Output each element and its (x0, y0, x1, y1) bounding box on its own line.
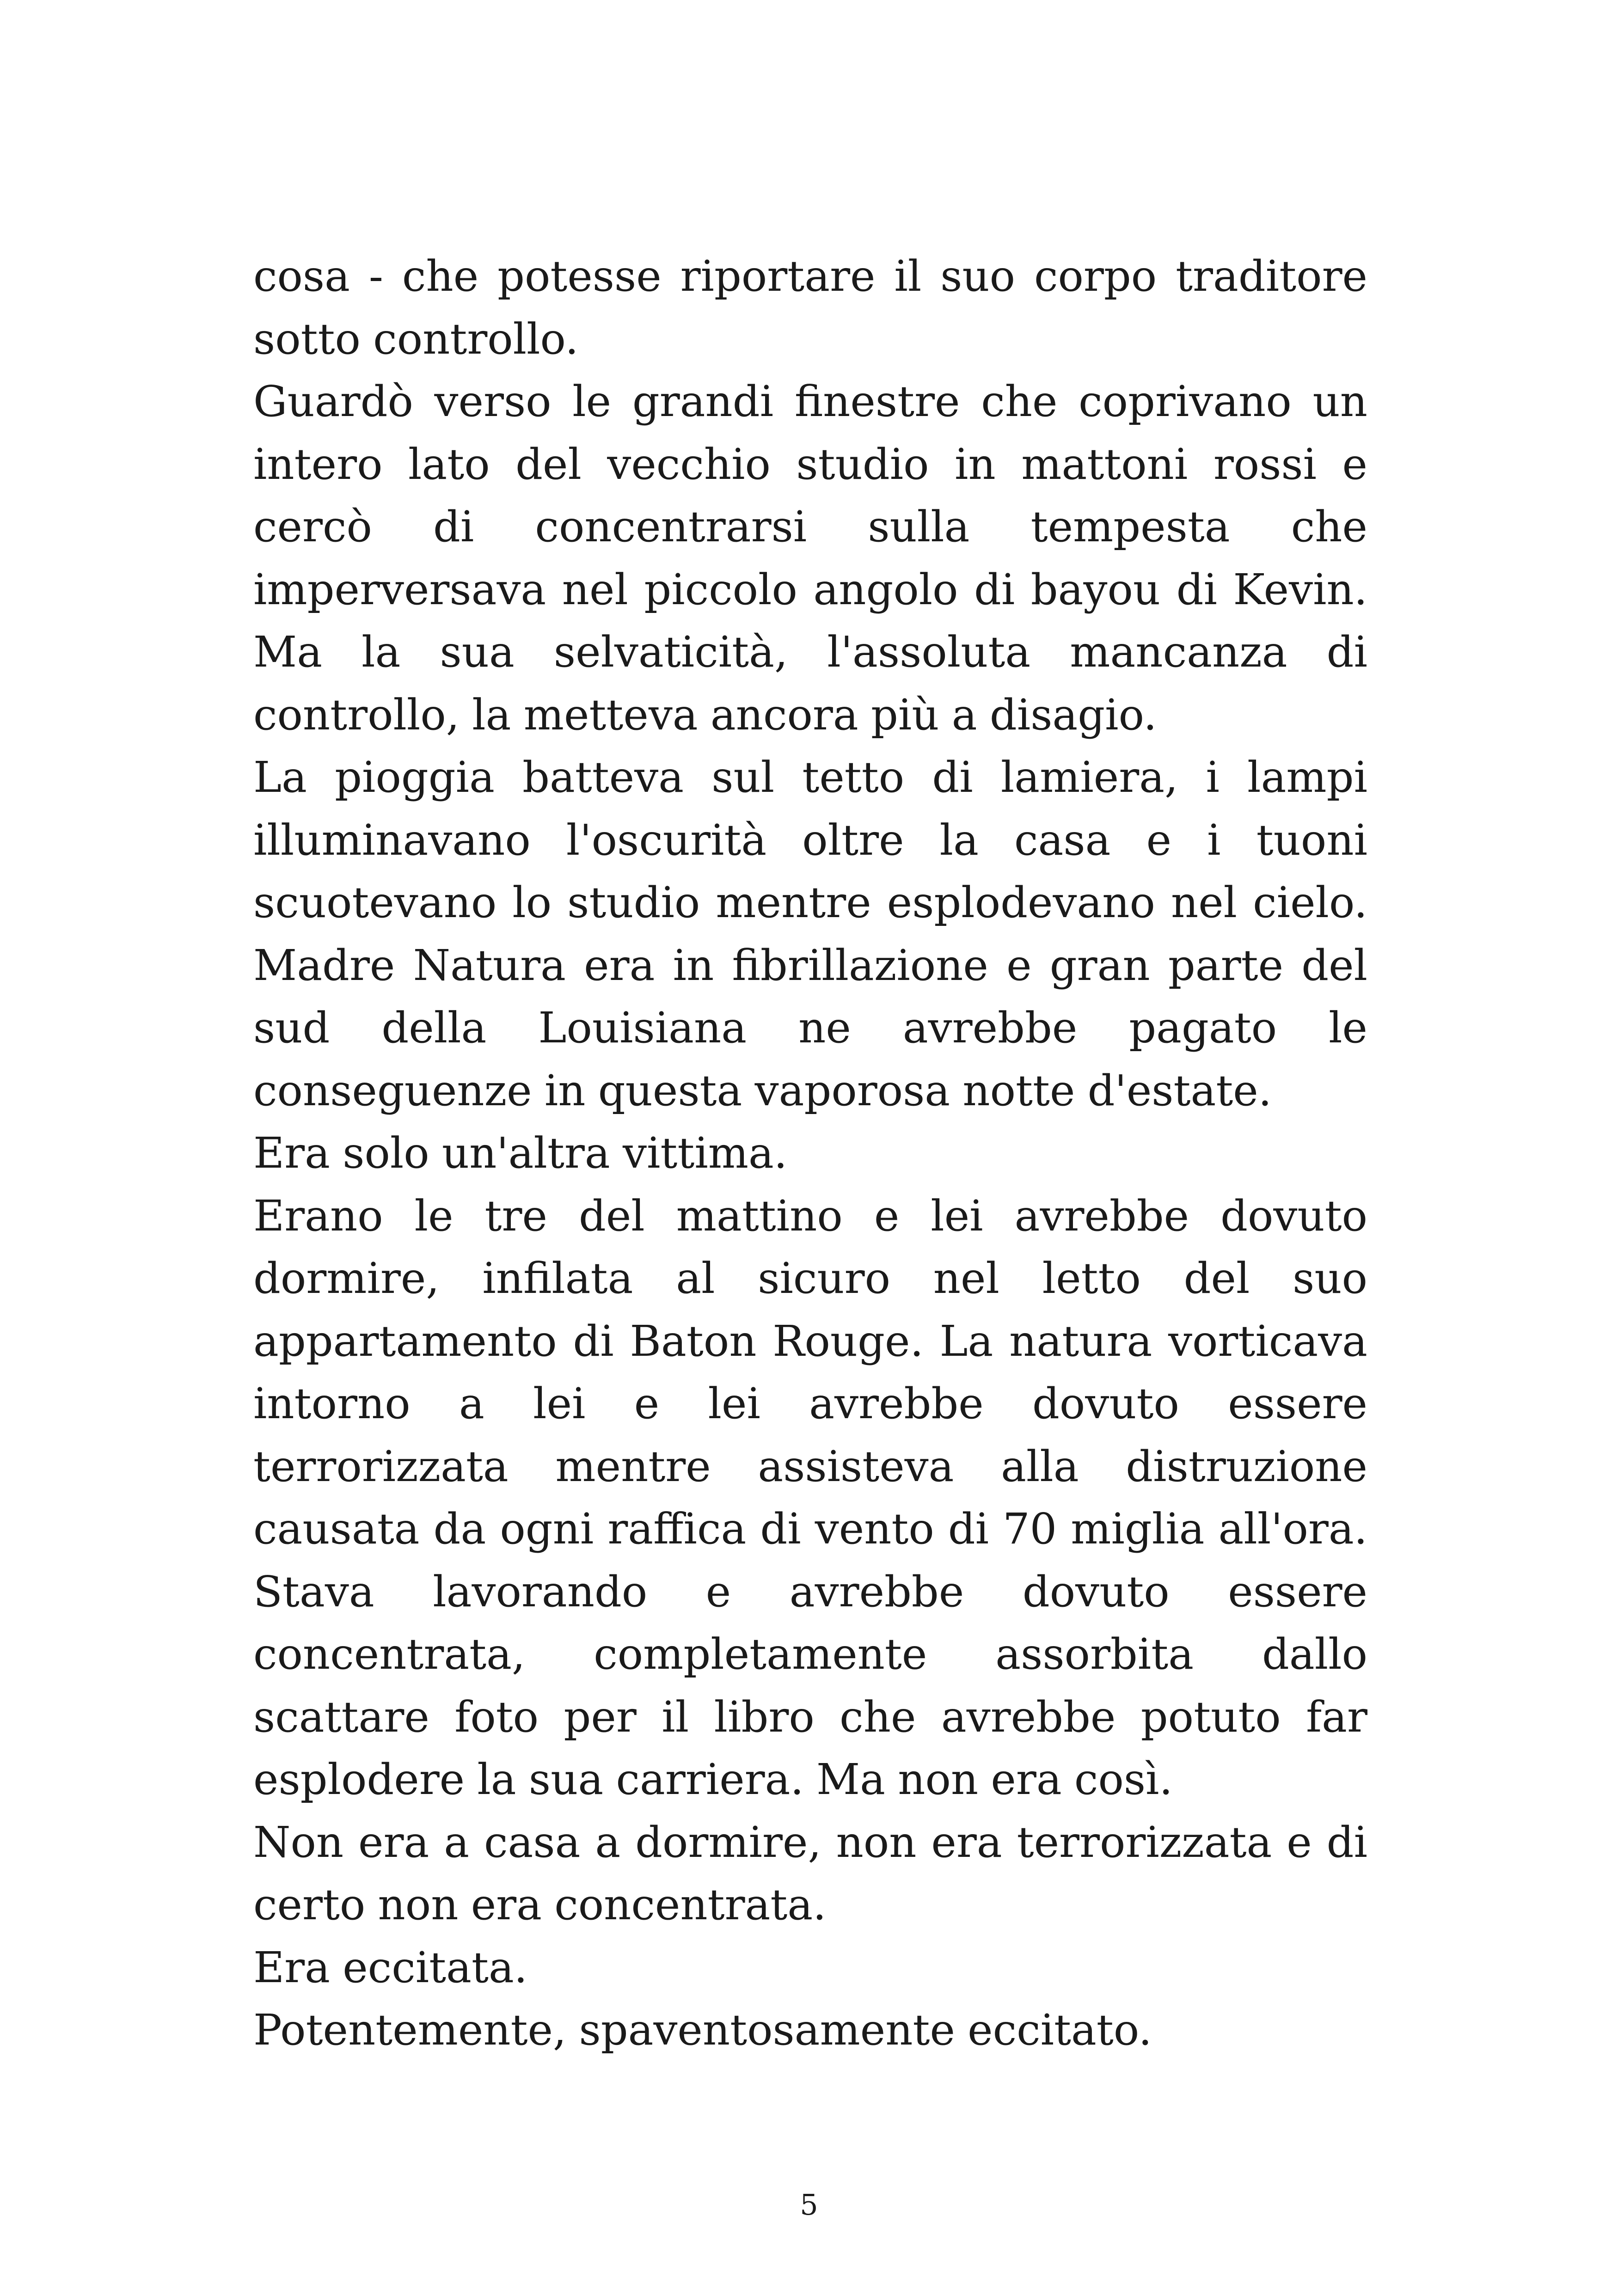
paragraph-4: Era solo un'altra vittima. (253, 1128, 788, 1178)
body-text (253, 245, 1367, 2062)
paragraph-6: Non era a casa a dormire, non era terrorizzata e di certo non era concentrata. (253, 1817, 1367, 1929)
paragraph-8: Potentemente, spaventosamente eccitato. (253, 2005, 1152, 2055)
paragraph-3: La pioggia batteva sul tetto di lamiera, i lampi illuminavano l'oscurità oltre la casa e i tuoni scuotevano lo studio mentre esplodevano nel cielo. Madre Natura era in fibrillazione e gran parte del sud della Louisiana ne avrebbe pagato le conseguenze in questa vaporosa notte d'estate. (253, 753, 1367, 1115)
paragraph-7: Era eccitata. (253, 1942, 528, 1992)
paragraph-2: Guardò verso le grandi finestre che coprivano un intero lato del vecchio studio in mattoni rossi e cercò di concentrarsi sulla tempesta che imperversava nel piccolo angolo di bayou di Kevin. Ma la sua selvaticità, l'assoluta mancanza di controllo, la metteva ancora più a disagio. (253, 377, 1367, 740)
paragraph-5: Erano le tre del mattino e lei avrebbe dovuto dormire, infilata al sicuro nel letto del suo appartamento di Baton Rouge. La natura vorticava intorno a lei e lei avrebbe dovuto essere terrorizzata mentre assisteva alla distruzione causata da ogni raffica di vento di 70 miglia all'ora. Stava lavorando e avrebbe dovuto essere concentrata, completamente assorbita dallo scattare foto per il libro che avrebbe potuto far esplodere la sua carriera. Ma non era così. (253, 1191, 1367, 1804)
paragraph-1: cosa - che potesse riportare il suo corpo traditore sotto controllo. (253, 251, 1367, 364)
page-number: 5 (800, 2188, 818, 2222)
